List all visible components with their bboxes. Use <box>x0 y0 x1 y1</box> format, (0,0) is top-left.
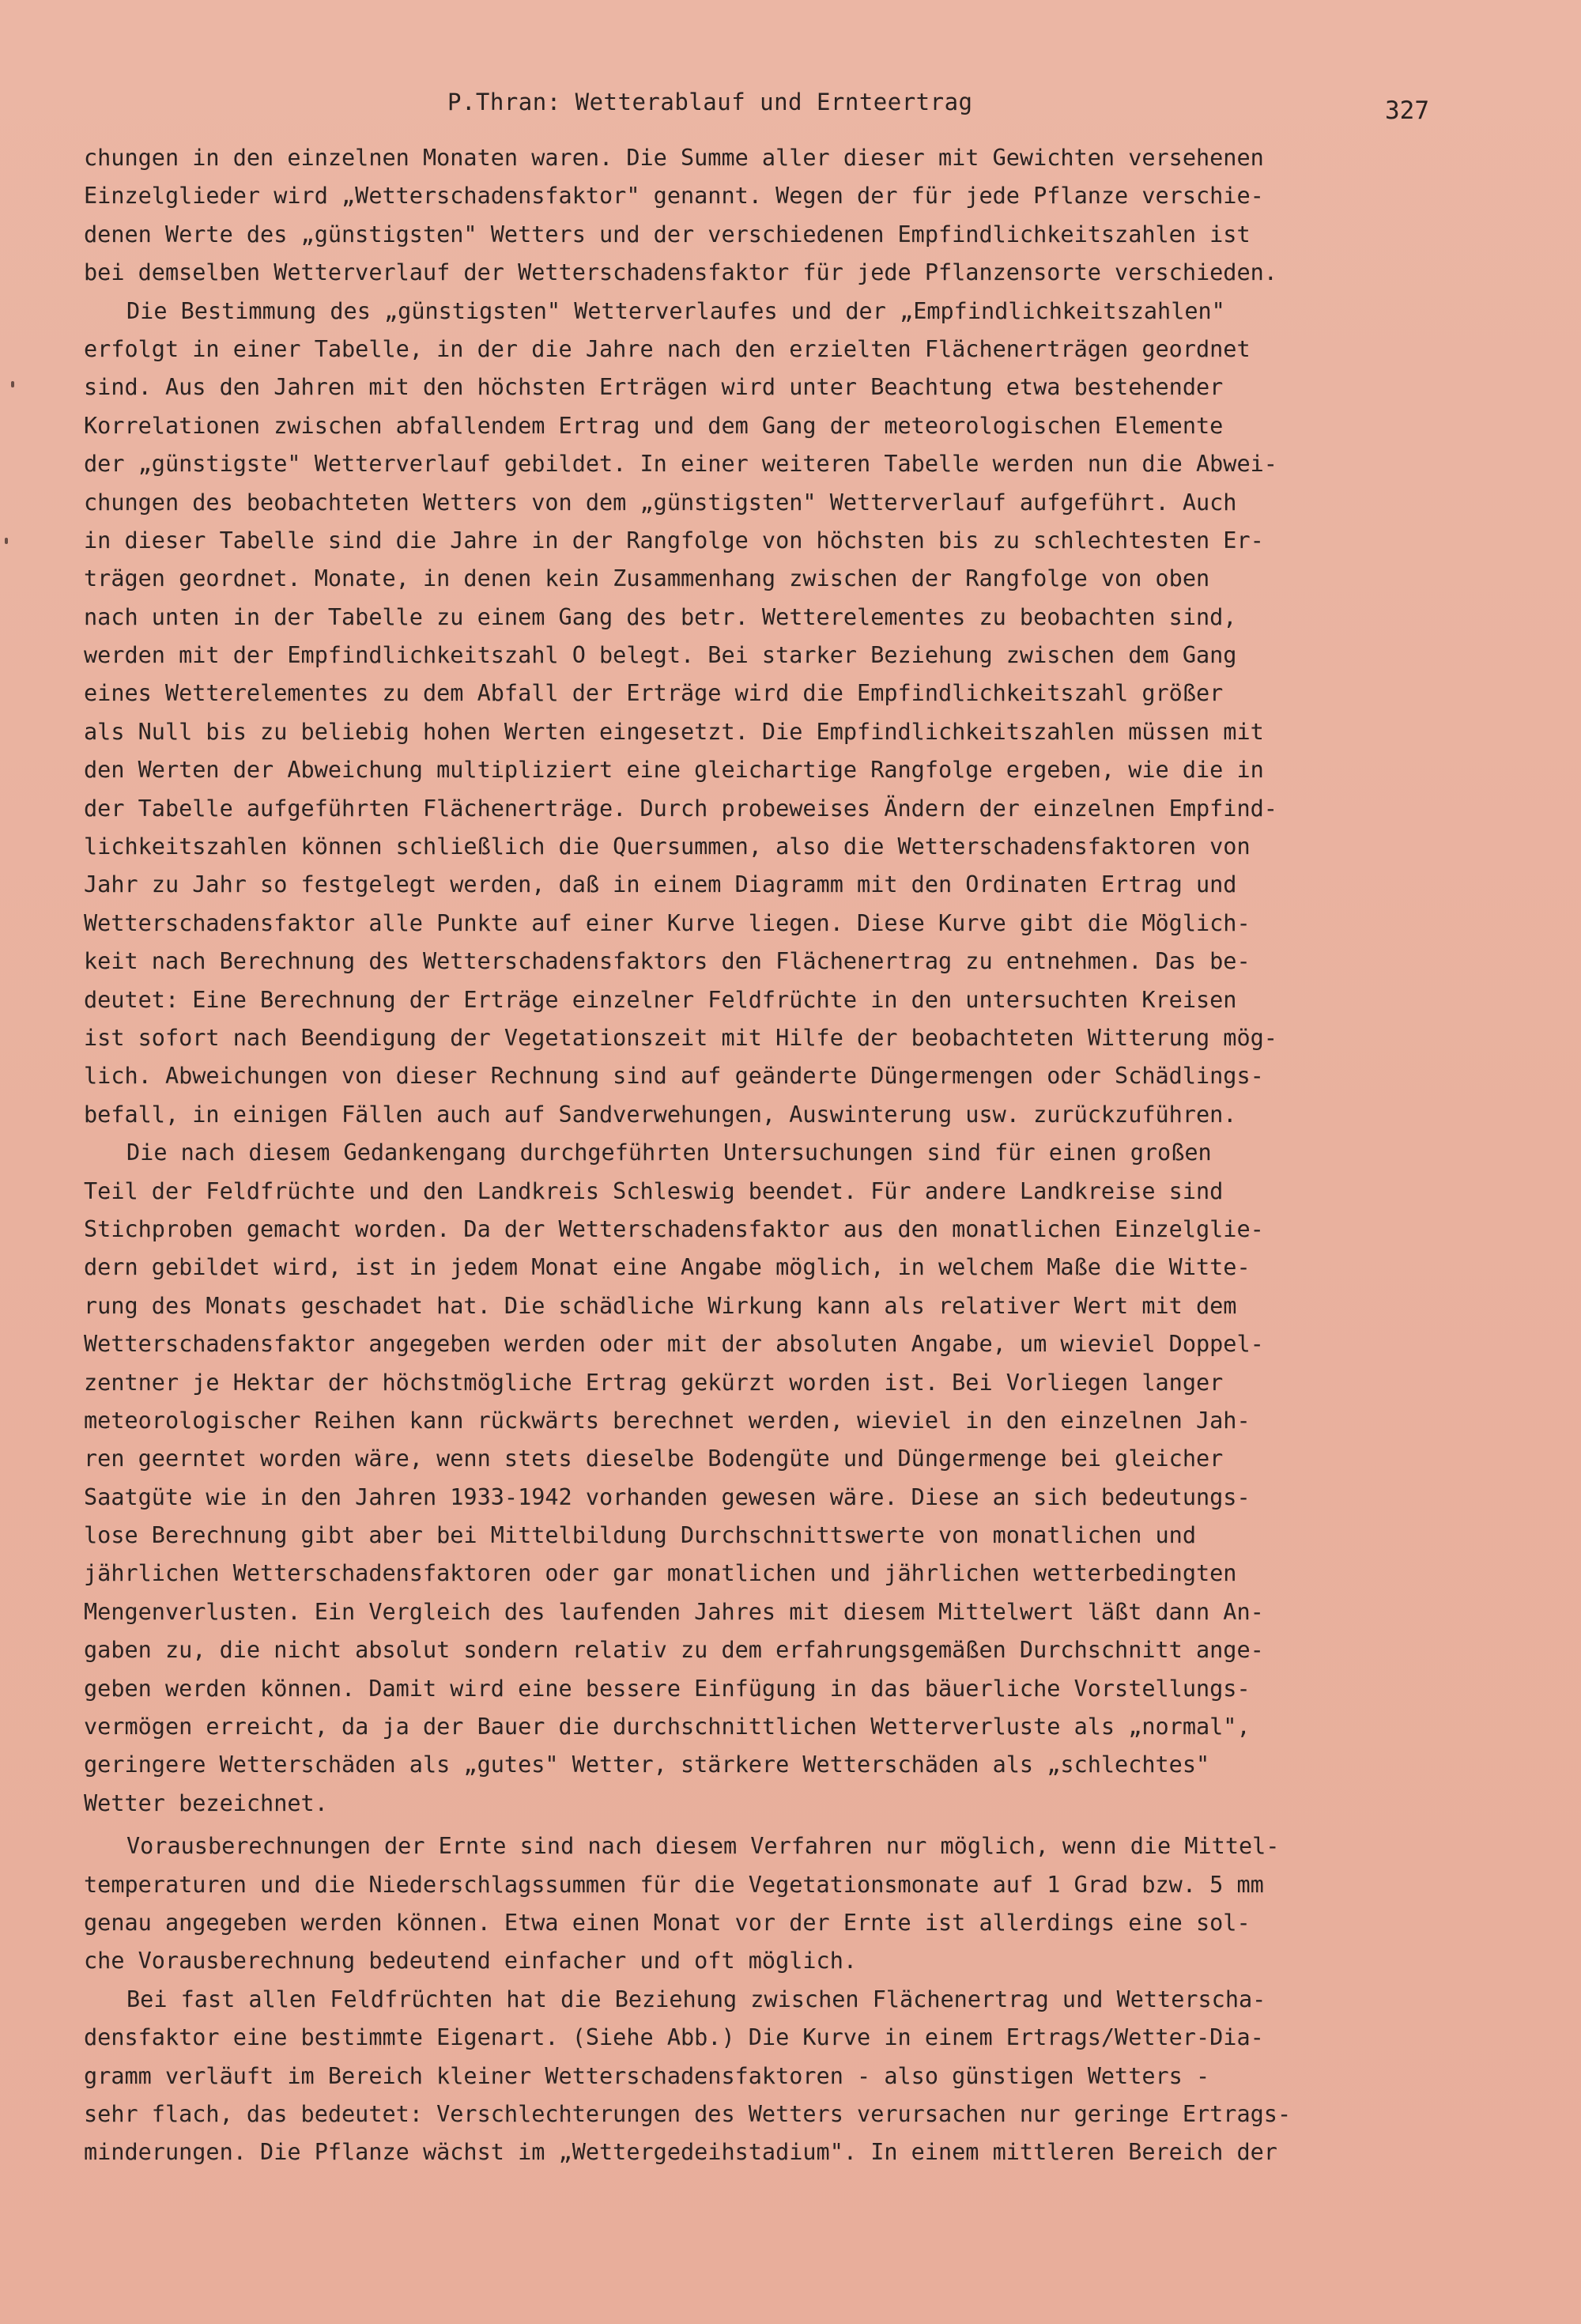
text-line: sind. Aus den Jahren mit den höchsten Erträgen wird unter Beachtung etwa bestehender <box>84 374 1224 401</box>
text-line: Korrelationen zwischen abfallendem Ertrag und dem Gang der meteorologischen Elemente <box>84 412 1224 439</box>
text-line: Jahr zu Jahr so festgelegt werden, daß in einem Diagramm mit den Ordinaten Ertrag und <box>84 871 1237 898</box>
text-line: chungen des beobachteten Wetters von dem „günstigsten" Wetterverlauf aufgeführt. Auch <box>84 489 1237 516</box>
text-line: lich. Abweichungen von dieser Rechnung sind auf geänderte Düngermengen oder Schädlings- <box>84 1063 1264 1090</box>
paragraph-start-line: Die nach diesem Gedankengang durchgeführten Untersuchungen sind für einen großen <box>126 1139 1212 1166</box>
page-number: 327 <box>1385 96 1429 125</box>
text-line: eines Wetterelementes zu dem Abfall der Erträge wird die Empfindlichkeitszahl größer <box>84 680 1224 707</box>
text-line: in dieser Tabelle sind die Jahre in der Rangfolge von höchsten bis zu schlechtesten Er- <box>84 527 1264 554</box>
running-title: P.Thran: Wetterablauf und Ernteertrag <box>447 89 973 115</box>
text-line: vermögen erreicht, da ja der Bauer die durchschnittlichen Wetterverluste als „normal", <box>84 1714 1251 1740</box>
text-line: Teil der Feldfrüchte und den Landkreis Schleswig beendet. Für andere Landkreise sind <box>84 1177 1224 1204</box>
text-line: zentner je Hektar der höchstmögliche Ertrag gekürzt worden ist. Bei Vorliegen langer <box>84 1369 1224 1396</box>
text-line: der Tabelle aufgeführten Flächenerträge. Durch probeweises Ändern der einzelnen Empfind- <box>84 795 1277 822</box>
text-line: als Null bis zu beliebig hohen Werten eingesetzt. Die Empfindlichkeitszahlen müssen mit <box>84 718 1264 745</box>
text-line: geben werden können. Damit wird eine bessere Einfügung in das bäuerliche Vorstellungs- <box>84 1675 1251 1702</box>
text-line: Mengenverlusten. Ein Vergleich des laufenden Jahres mit diesem Mittelwert läßt dann An- <box>84 1598 1264 1625</box>
text-line: sehr flach, das bedeutet: Verschlechterungen des Wetters verursachen nur geringe Ertrags- <box>84 2100 1292 2127</box>
page-header <box>0 89 1581 123</box>
text-line: minderungen. Die Pflanze wächst im „Wettergedeihstadium". In einem mittleren Bereich der <box>84 2139 1277 2166</box>
text-line: den Werten der Abweichung multipliziert eine gleichartige Rangfolge ergeben, wie die in <box>84 757 1264 784</box>
text-line: ist sofort nach Beendigung der Vegetationszeit mit Hilfe der beobachteten Witterung mög- <box>84 1024 1277 1051</box>
text-line: Saatgüte wie in den Jahren 1933-1942 vorhanden gewesen wäre. Diese an sich bedeutungs- <box>84 1483 1251 1510</box>
text-line: che Vorausberechnung bedeutend einfacher und oft möglich. <box>84 1948 858 1974</box>
text-line: bei demselben Wetterverlauf der Wetterschadensfaktor für jede Pflanzensorte verschieden. <box>84 259 1277 286</box>
text-line: werden mit der Empfindlichkeitszahl O belegt. Bei starker Beziehung zwischen dem Gang <box>84 642 1237 669</box>
text-line: Wetter bezeichnet. <box>84 1789 328 1816</box>
text-line: temperaturen und die Niederschlagssummen für die Vegetationsmonate auf 1 Grad bzw. 5 mm <box>84 1871 1264 1898</box>
text-line: geringere Wetterschäden als „gutes" Wetter, stärkere Wetterschäden als „schlechtes" <box>84 1752 1210 1778</box>
text-line: gaben zu, die nicht absolut sondern relativ zu dem erfahrungsgemäßen Durchschnitt ange- <box>84 1637 1264 1664</box>
paragraph-start-line: Vorausberechnungen der Ernte sind nach diesem Verfahren nur möglich, wenn die Mittel- <box>126 1833 1280 1860</box>
text-line: befall, in einigen Fällen auch auf Sandverwehungen, Auswinterung usw. zurückzuführen. <box>84 1101 1237 1128</box>
text-line: trägen geordnet. Monate, in denen kein Zusammenhang zwischen der Rangfolge von oben <box>84 565 1210 592</box>
text-line: lose Berechnung gibt aber bei Mittelbildung Durchschnittswerte von monatlichen und <box>84 1522 1196 1549</box>
text-line: lichkeitszahlen können schließlich die Quersummen, also die Wetterschadensfaktoren von <box>84 833 1251 860</box>
text-line: rung des Monats geschadet hat. Die schädliche Wirkung kann als relativer Wert mit dem <box>84 1292 1237 1319</box>
text-line: Wetterschadensfaktor alle Punkte auf einer Kurve liegen. Diese Kurve gibt die Möglich- <box>84 909 1251 936</box>
body-text <box>84 139 1451 2172</box>
text-line: densfaktor eine bestimmte Eigenart. (Siehe Abb.) Die Kurve in einem Ertrags/Wetter-Dia- <box>84 2024 1264 2051</box>
paragraph-start-line: Die Bestimmung des „günstigsten" Wetterverlaufes und der „Empfindlichkeitszahlen" <box>126 297 1225 324</box>
text-line: meteorologischer Reihen kann rückwärts berechnet werden, wieviel in den einzelnen Jah- <box>84 1407 1251 1434</box>
text-line: chungen in den einzelnen Monaten waren. Die Summe aller dieser mit Gewichten versehenen <box>84 145 1264 171</box>
text-line: Wetterschadensfaktor angegeben werden oder mit der absoluten Angabe, um wieviel Doppel- <box>84 1331 1264 1358</box>
text-line: ren geerntet worden wäre, wenn stets dieselbe Bodengüte und Düngermenge bei gleicher <box>84 1445 1224 1472</box>
text-line: jährlichen Wetterschadensfaktoren oder gar monatlichen und jährlichen wetterbedingten <box>84 1560 1237 1587</box>
text-line: gramm verläuft im Bereich kleiner Wetterschadensfaktoren - also günstigen Wetters - <box>84 2062 1210 2089</box>
text-line: nach unten in der Tabelle zu einem Gang des betr. Wetterelementes zu beobachten sind, <box>84 603 1237 630</box>
text-line: Einzelglieder wird „Wetterschadensfaktor" genannt. Wegen der für jede Pflanze verschie- <box>84 183 1264 210</box>
text-line: keit nach Berechnung des Wetterschadensfaktors den Flächenertrag zu entnehmen. Das be- <box>84 948 1251 975</box>
text-line: erfolgt in einer Tabelle, in der die Jahre nach den erzielten Flächenerträgen geordnet <box>84 335 1251 362</box>
margin-mark <box>11 381 14 387</box>
text-line: Stichproben gemacht worden. Da der Wetterschadensfaktor aus den monatlichen Einzelglie- <box>84 1215 1264 1242</box>
text-line: dern gebildet wird, ist in jedem Monat eine Angabe möglich, in welchem Maße die Witte- <box>84 1254 1251 1281</box>
margin-mark <box>5 538 8 544</box>
text-line: genau angegeben werden können. Etwa einen Monat vor der Ernte ist allerdings eine sol- <box>84 1909 1251 1936</box>
text-line: denen Werte des „günstigsten" Wetters und der verschiedenen Empfindlichkeitszahlen ist <box>84 221 1251 248</box>
text-line: der „günstigste" Wetterverlauf gebildet. In einer weiteren Tabelle werden nun die Abwei- <box>84 451 1277 478</box>
text-line: deutet: Eine Berechnung der Erträge einzelner Feldfrüchte in den untersuchten Kreisen <box>84 986 1237 1013</box>
paragraph-start-line: Bei fast allen Feldfrüchten hat die Beziehung zwischen Flächenertrag und Wetterscha- <box>126 1986 1266 2012</box>
